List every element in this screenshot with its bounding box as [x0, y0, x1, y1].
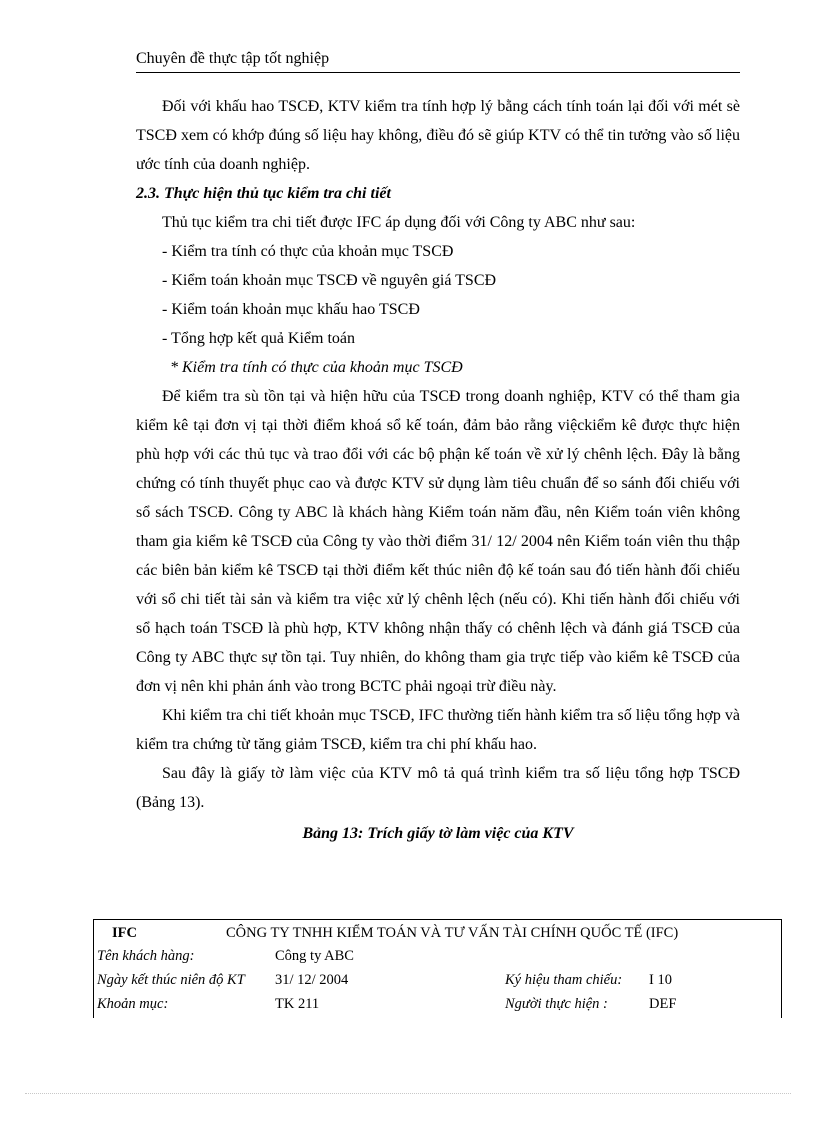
preparer-label: Người thực hiện :	[505, 996, 608, 1012]
paragraph-working-papers: Sau đây là giấy tờ làm việc của KTV mô tả quá trình kiểm tra số liệu tổng hợp TSCĐ (Bảng 13).	[136, 765, 740, 811]
bullet-item: - Kiểm toán khoản mục TSCĐ về nguyên giá TSCĐ	[162, 272, 497, 289]
paragraph-procedures: Thủ tục kiểm tra chi tiết được IFC áp dụng đối với Công ty ABC như sau:	[162, 214, 636, 231]
page-header	[136, 48, 740, 73]
reference-label: Ký hiệu tham chiếu:	[505, 972, 623, 988]
account-label: Khoản mục:	[97, 996, 169, 1012]
page-bottom-divider	[25, 1093, 791, 1094]
table-caption: Bảng 13: Trích giấy tờ làm việc của KTV	[302, 825, 574, 842]
bullet-item: - Kiểm toán khoản mục khấu hao TSCĐ	[162, 301, 420, 318]
section-heading: 2.3. Thực hiện thủ tục kiểm tra chi tiết	[136, 185, 391, 202]
bullet-item: - Tổng hợp kết quả Kiểm toán	[162, 330, 356, 347]
bullet-item: - Kiểm tra tính có thực của khoản mục TSCĐ	[162, 243, 454, 260]
table-row	[94, 921, 781, 945]
account-value: TK 211	[275, 996, 320, 1012]
table-row	[94, 944, 781, 968]
paragraph-existence-check: Để kiểm tra sù tồn tại và hiện hữu của TSCĐ trong doanh nghiệp, KTV có thể tham gia kiểm kê tại đơn vị tại thời điểm khoá sổ kế toán, đảm bảo rằng việckiểm kê được thực hiện phù hợp với các thủ tục và trao đổi với các bộ phận kế toán về xử lý chênh lệch. Đây là bằng chứng có tính thuyết phục cao và được KTV sử dụng làm tiêu chuẩn để so sánh đối chiếu với sổ sách TSCĐ. Công ty ABC là khách hàng Kiểm toán năm đầu, nên Kiểm toán viên không tham gia kiểm kê TSCĐ của Công ty vào thời điểm 31/ 12/ 2004 nên Kiểm toán viên thu thập các biên bản kiểm kê TSCĐ tại thời điểm kết thúc niên độ kế toán sau đó tiến hành đối chiếu với sổ chi tiết tài sản và kiểm tra việc xử lý chênh lệch (nếu có). Khi tiến hành đối chiếu với sổ hạch toán TSCĐ là phù hợp, KTV không nhận thấy có chênh lệch và đánh giá TSCĐ của Công ty ABC thực sự tồn tại. Tuy nhiên, do không tham gia trực tiếp vào kiểm kê TSCĐ của đơn vị nên khi phản ánh vào trong BCTC phải ngoại trừ điều này.	[136, 388, 740, 695]
firm-short: IFC	[112, 925, 137, 941]
paragraph-depreciation: Đối với khấu hao TSCĐ, KTV kiểm tra tính hợp lý bằng cách tính toán lại đối với mét sè TSCĐ xem có khớp đúng số liệu hay không, điều đó sẽ giúp KTV có thể tin tưởng vào số liệu ước tính của doanh nghiệp.	[136, 98, 740, 173]
firm-full-name: CÔNG TY TNHH KIỂM TOÁN VÀ TƯ VẤN TÀI CHÍNH QUỐC TẾ (IFC)	[226, 925, 679, 941]
table-row	[94, 968, 781, 992]
working-paper-table	[93, 919, 782, 1018]
subheading: * Kiểm tra tính có thực của khoản mục TSCĐ	[170, 359, 463, 376]
client-value: Công ty ABC	[275, 948, 354, 964]
document-body	[136, 92, 740, 848]
period-value: 31/ 12/ 2004	[275, 972, 349, 988]
table-row	[94, 992, 781, 1016]
reference-value: I 10	[649, 972, 672, 988]
paragraph-detail-check: Khi kiểm tra chi tiết khoản mục TSCĐ, IFC thường tiến hành kiểm tra số liệu tổng hợp và kiểm tra chứng từ tăng giảm TSCĐ, kiểm tra chi phí khấu hao.	[136, 707, 740, 753]
preparer-value: DEF	[649, 996, 677, 1012]
client-label: Tên khách hàng:	[97, 948, 195, 964]
period-label: Ngày kết thúc niên độ KT	[97, 972, 245, 988]
header-title: Chuyên đề thực tập tốt nghiệp	[136, 50, 330, 67]
